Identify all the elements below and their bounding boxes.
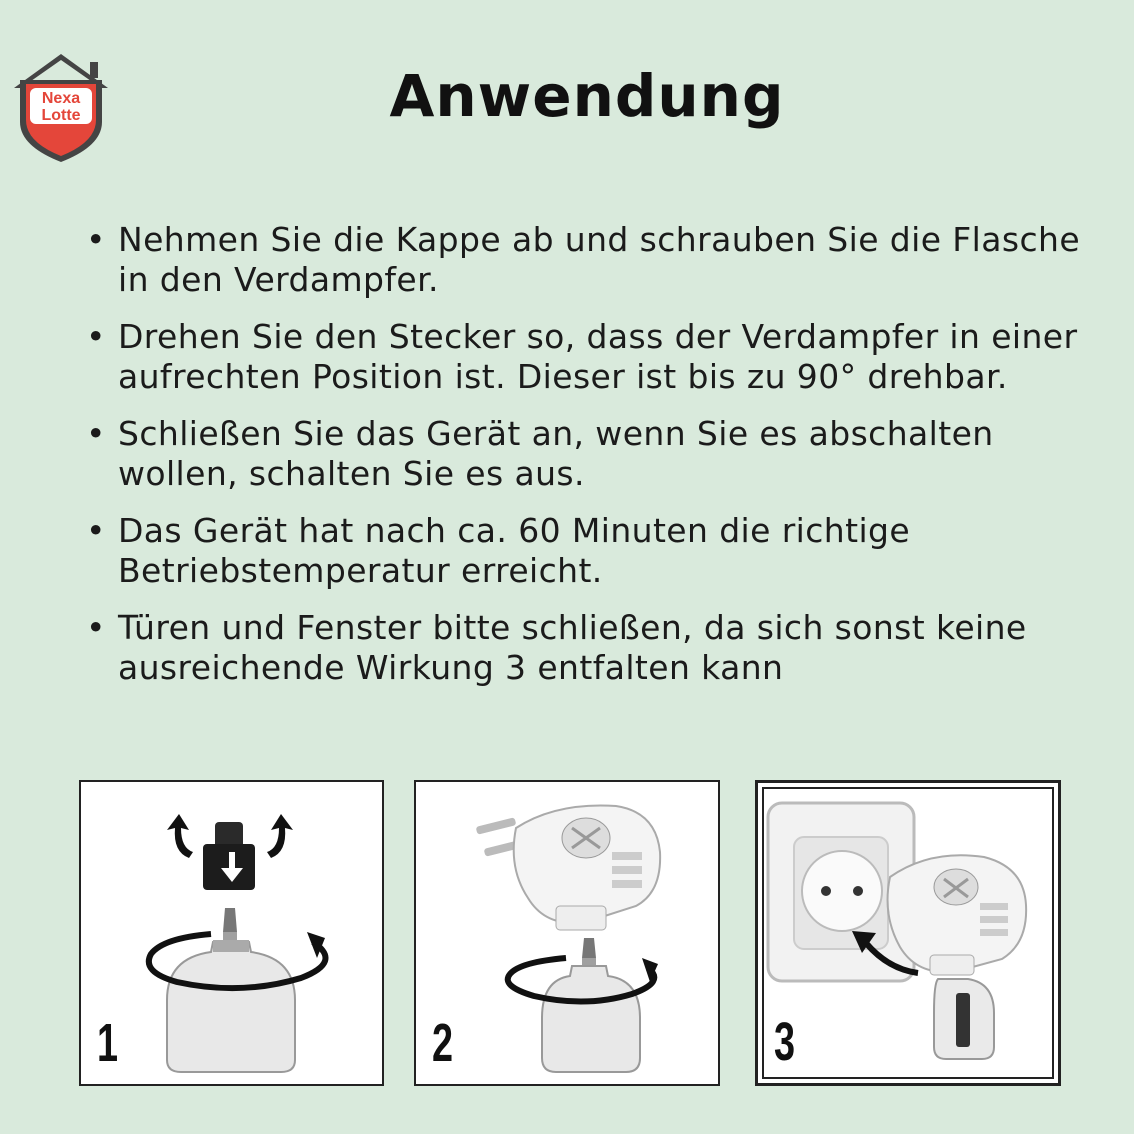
logo-text-line2: Lotte: [41, 107, 81, 124]
instruction-text: Nehmen Sie die Kappe ab und schrauben Sie die Flasche in den Verdampfer.: [118, 220, 1081, 299]
up-right-arrow-icon: [267, 814, 293, 858]
step-number: 1: [97, 1013, 119, 1073]
bottle: [542, 966, 640, 1072]
step-number: 2: [432, 1013, 454, 1073]
step-3-panel: [755, 780, 1061, 1086]
bullet-icon: •: [86, 414, 106, 453]
logo-text-line1: Nexa: [41, 90, 81, 107]
list-item: [86, 220, 1086, 300]
bullet-icon: •: [86, 317, 106, 356]
page-title: Anwendung: [389, 62, 785, 130]
bullet-icon: •: [86, 220, 106, 259]
bullet-icon: •: [86, 511, 106, 550]
step-2-panel: [414, 780, 720, 1086]
step-1-panel: [79, 780, 384, 1086]
instruction-text: Schließen Sie das Gerät an, wenn Sie es abschalten wollen, schalten Sie es aus.: [118, 414, 994, 493]
bottle-cap-illustration: [81, 782, 382, 1084]
step-number: 3: [774, 1012, 796, 1072]
socket-device-illustration: [758, 783, 1058, 1083]
instruction-text: Das Gerät hat nach ca. 60 Minuten die richtige Betriebstemperatur erreicht.: [118, 511, 911, 590]
list-item: [86, 608, 1086, 688]
list-item: [86, 511, 1086, 591]
instruction-text: Türen und Fenster bitte schließen, da sich sonst keine ausreichende Wirkung 3 entfalten kann: [118, 608, 1027, 687]
device-bottle-illustration: [416, 782, 718, 1084]
list-item: [86, 317, 1086, 397]
instruction-list: [86, 220, 1086, 705]
bottle: [167, 942, 295, 1072]
bullet-icon: •: [86, 608, 106, 647]
up-left-arrow-icon: [167, 814, 193, 858]
instruction-text: Drehen Sie den Stecker so, dass der Verdampfer in einer aufrechten Position ist. Dieser ist bis zu 90° drehbar.: [118, 317, 1078, 396]
list-item: [86, 414, 1086, 494]
